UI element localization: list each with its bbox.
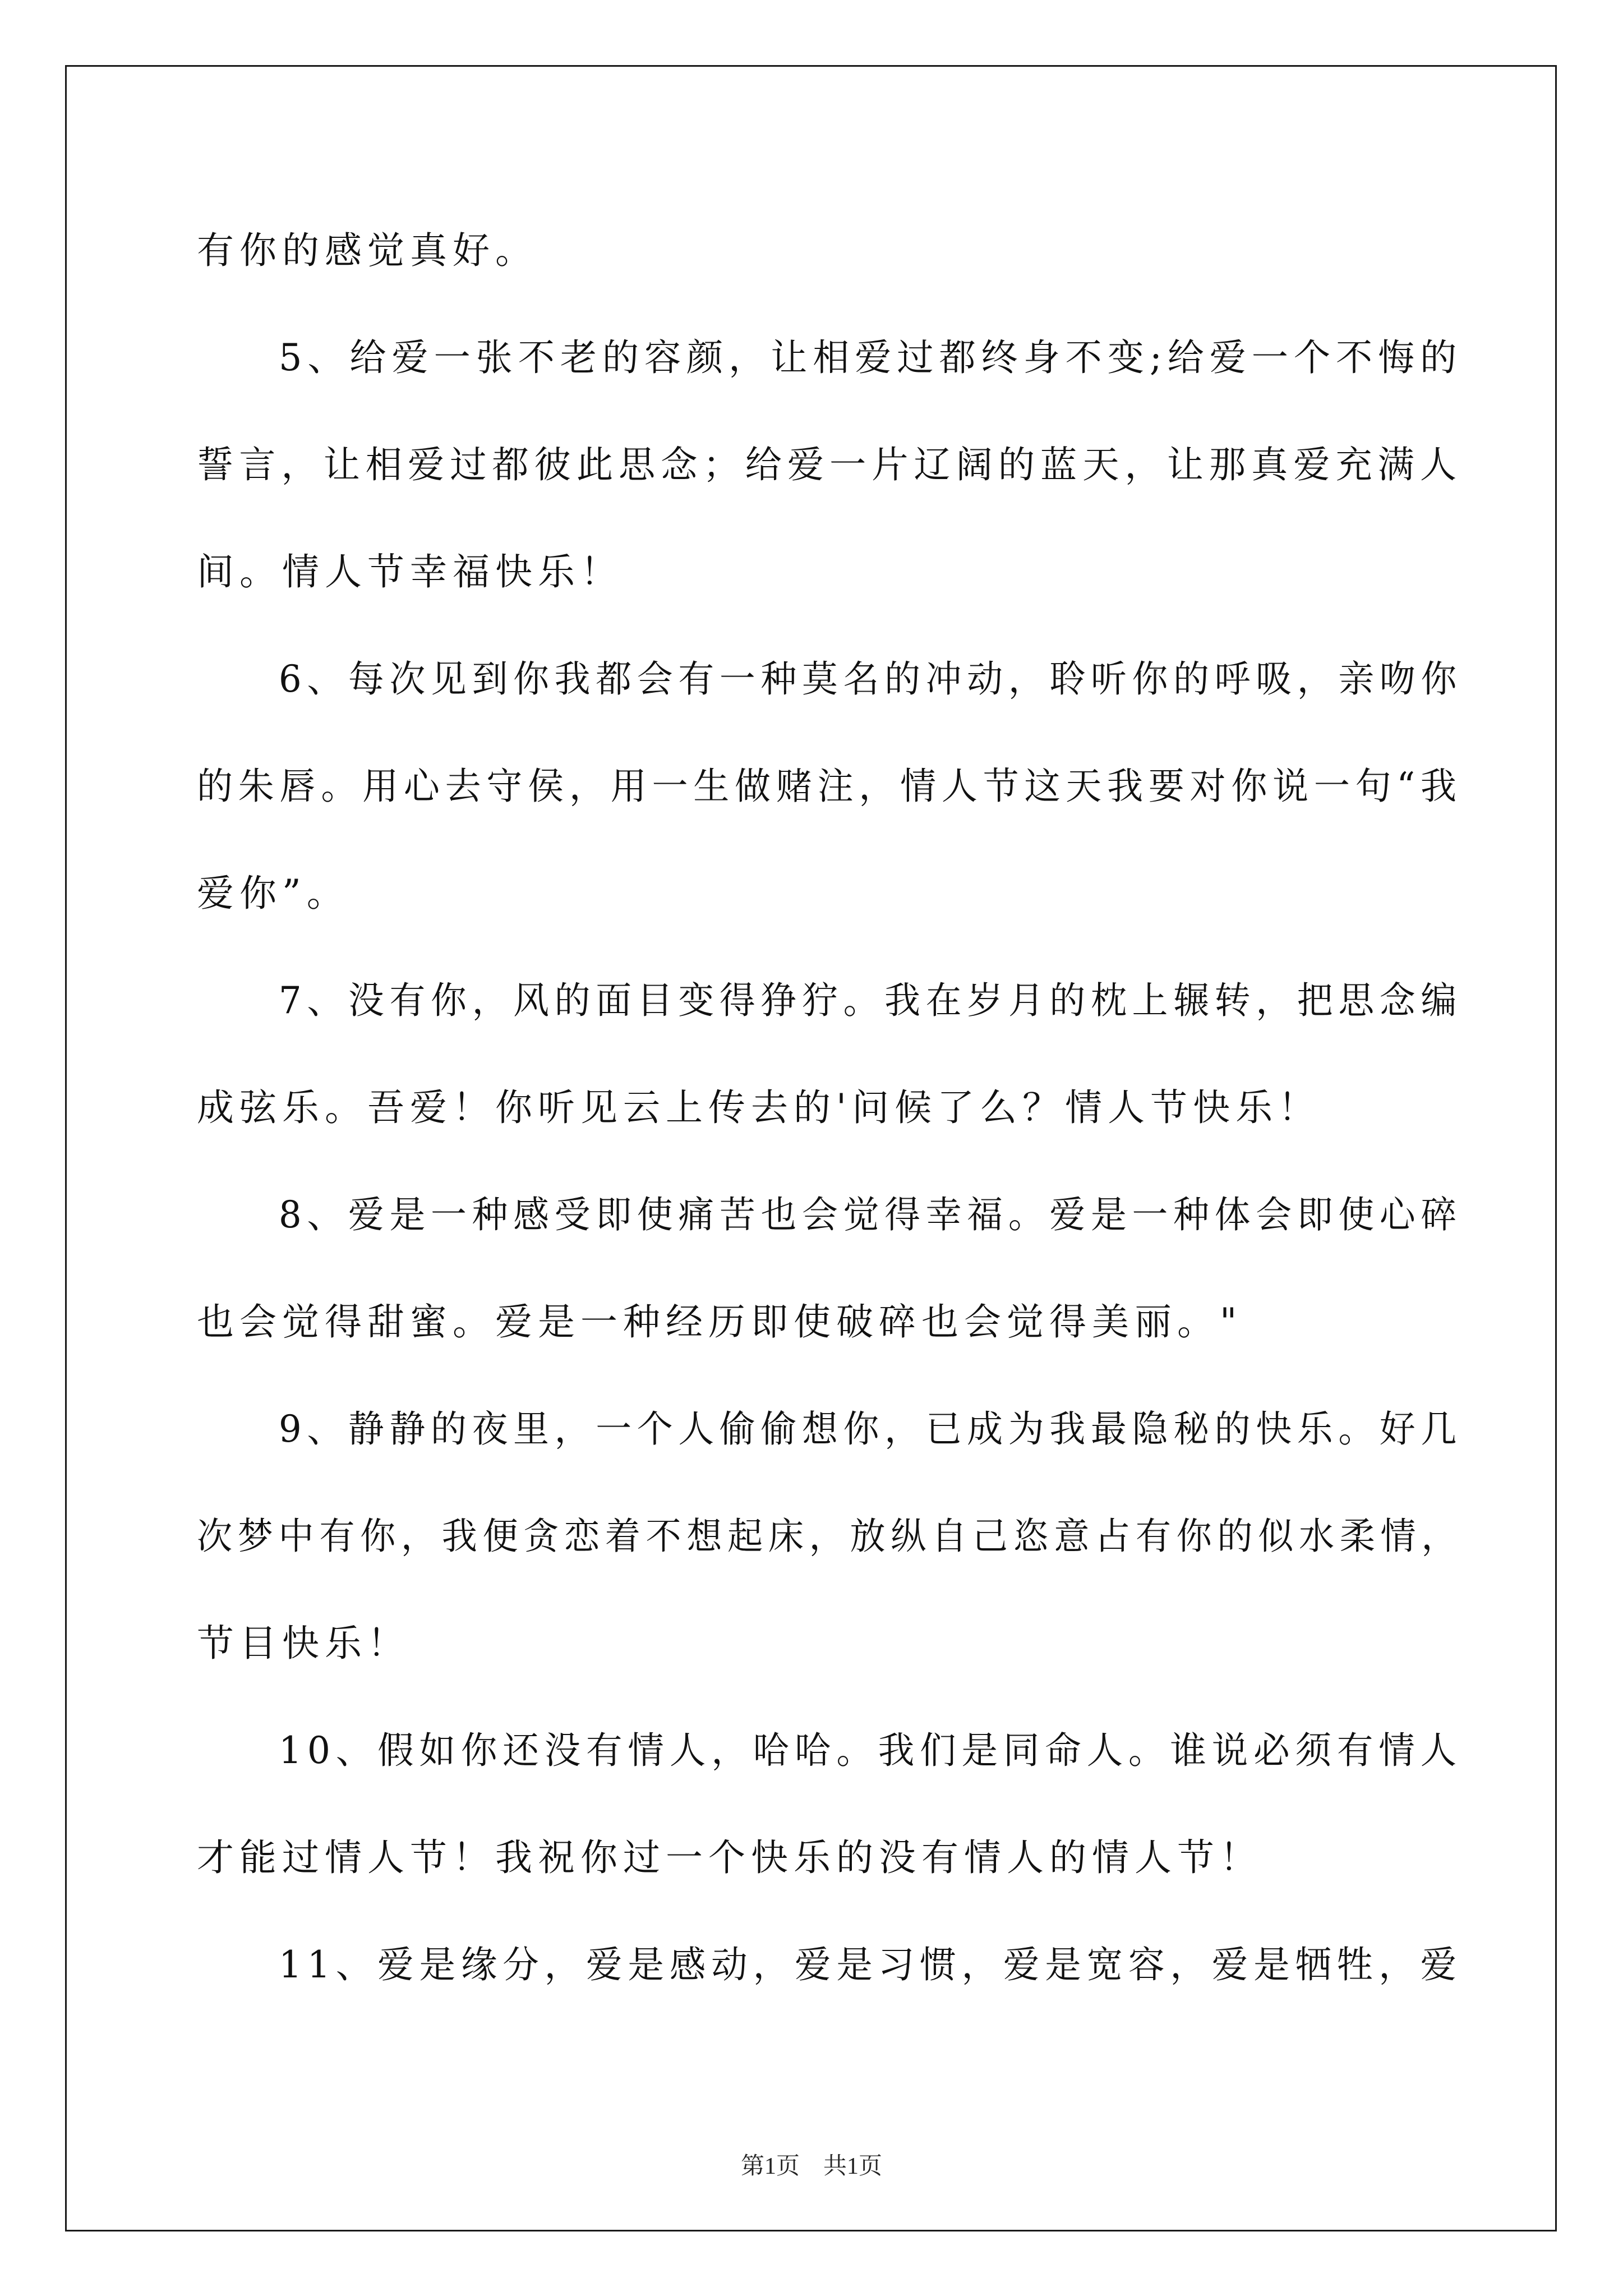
text-line: 有你的感觉真好。 [197,229,538,272]
paragraph-6-line-3: 爱你”。 [197,872,349,915]
paragraph-10-line-2: 才能过情人节！我祝你过一个快乐的没有情人的情人节！ [197,1836,1262,1879]
paragraph-9-line-2: 次梦中有你，我便贪恋着不想起床，放纵自己恣意占有你的似水柔情， [197,1515,1463,1558]
paragraph-10-line-1: 10、假如你还没有情人，哈哈。我们是同命人。谁说必须有情人 [279,1729,1463,1772]
paragraph-7-line-1: 7、没有你，风的面目变得狰狞。我在岁月的枕上辗转，把思念编 [279,979,1463,1022]
paragraph-9-line-3: 节目快乐！ [197,1622,410,1665]
paragraph-6-line-2: 的朱唇。用心去守侯，用一生做赌注，情人节这天我要对你说一句“我 [197,765,1462,808]
paragraph-5-line-1: 5、给爱一张不老的容颜，让相爱过都终身不变;给爱一个不悔的 [279,336,1463,379]
paragraph-11-line-1: 11、爱是缘分，爱是感动，爱是习惯，爱是宽容，爱是牺牲，爱 [279,1943,1463,1986]
paragraph-9-line-1: 9、静静的夜里，一个人偷偷想你，已成为我最隐秘的快乐。好几 [279,1407,1463,1451]
paragraph-8-line-1: 8、爱是一种感受即使痛苦也会觉得幸福。爱是一种体会即使心碎 [279,1193,1463,1236]
paragraph-6-line-1: 6、每次见到你我都会有一种莫名的冲动，聆听你的呼吸，亲吻你 [279,657,1463,701]
page-number-footer: 第1页 共1页 [740,2154,882,2179]
paragraph-8-line-2: 也会觉得甜蜜。爱是一种经历即使破碎也会觉得美丽。" [197,1300,1243,1343]
paragraph-7-line-2: 成弦乐。吾爱！你听见云上传去的'问候了么？情人节快乐！ [197,1086,1321,1129]
paragraph-5-line-3: 间。情人节幸福快乐！ [197,550,623,593]
paragraph-5-line-2: 誓言，让相爱过都彼此思念；给爱一片辽阔的蓝天，让那真爱充满人 [197,443,1463,486]
